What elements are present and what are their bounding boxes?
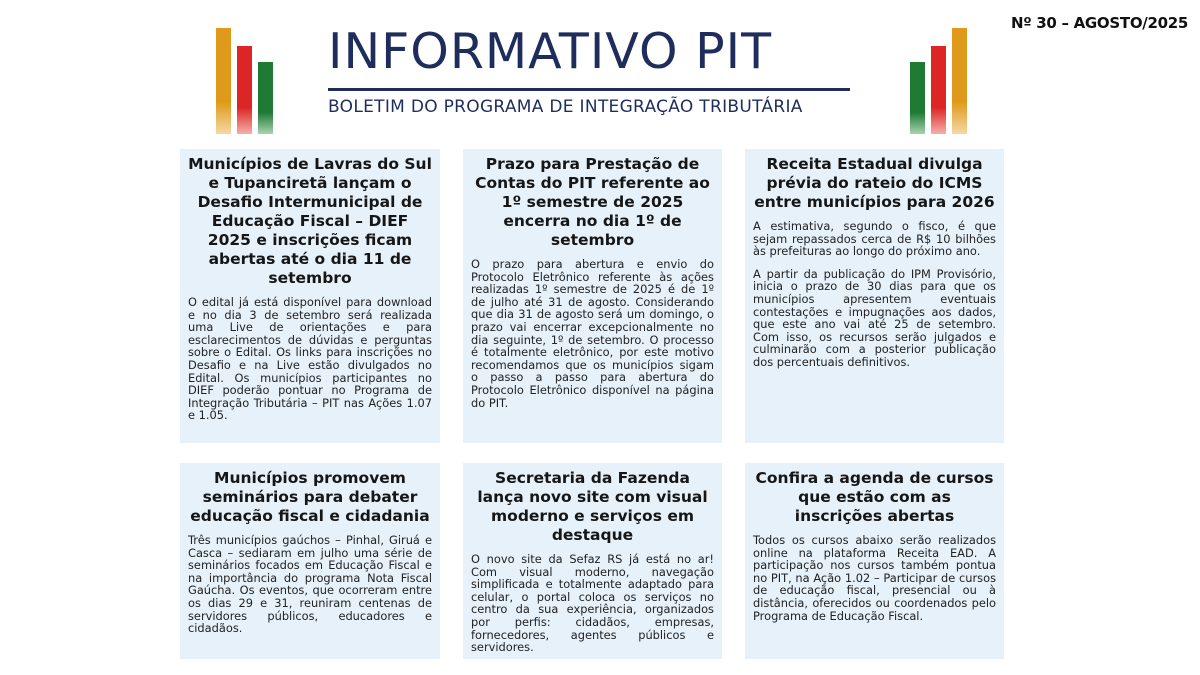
article-card: [180, 149, 440, 443]
article-card: [180, 463, 440, 659]
article-card: [463, 149, 722, 443]
article-title: Municípios de Lavras do Sul e Tupanciretã lançam o Desafio Intermunicipal de Educação Fiscal – DIEF 2025 e inscrições ficam abertas até o dia 11 de setembro: [188, 155, 432, 287]
article-paragraph: A estimativa, segundo o fisco, é que sejam repassados cerca de R$ 10 bilhões às prefeituras ao longo do próximo ano.: [753, 219, 996, 259]
bar-orange: [216, 28, 231, 134]
article-paragraph: O novo site da Sefaz RS já está no ar! Com visual moderno, navegação simplificada e totalmente adaptado para celular, o portal coloca os serviços no centro da sua experiência, organizados por perfis: cidadãos, empresas, fornecedores, agentes públicos e servidores.: [471, 552, 714, 655]
article-paragraph: A partir da publicação do IPM Provisório, inicia o prazo de 30 dias para que os municípios apresentem eventuais contestações e impugnações aos dados, que este ano vai até 25 de setembro. Com isso, os recursos serão julgados e culminarão com a posterior publicação dos percentuais definitivos.: [753, 266, 996, 369]
bar-green: [258, 62, 273, 134]
article-paragraph: O edital já está disponível para download e no dia 3 de setembro será realizada uma Live de orientações e para esclarecimentos de dúvidas e perguntas sobre o Edital. Os links para inscrições no Desafio e na Live estão divulgados no Edital. Os municípios participantes no DIEF poderão pontuar no Programa de Integração Tributária – PIT nas Ações 1.07 e 1.05.: [188, 295, 432, 423]
newsletter-subtitle: BOLETIM DO PROGRAMA DE INTEGRAÇÃO TRIBUTÁRIA: [328, 97, 803, 117]
article-paragraph: Todos os cursos abaixo serão realizados online na plataforma Receita EAD. A participação nos cursos também pontua no PIT, na Ação 1.02 – Participar de cursos de educação fiscal, presencial ou à distância, oferecidos ou coordenados pelo Programa de Educação Fiscal.: [753, 533, 996, 623]
article-title: Receita Estadual divulga prévia do rateio do ICMS entre municípios para 2026: [754, 155, 995, 211]
issue-number: Nº 30 – AGOSTO/2025: [1010, 14, 1188, 32]
bar-red: [931, 46, 946, 134]
article-card: [745, 149, 1004, 443]
article-title: Secretaria da Fazenda lança novo site com visual moderno e serviços em destaque: [477, 469, 708, 544]
article-title: Confira a agenda de cursos que estão com as inscrições abertas: [755, 469, 994, 525]
masthead: [328, 22, 854, 117]
article-title: Municípios promovem seminários para debater educação fiscal e cidadania: [190, 469, 430, 525]
article-paragraph: O prazo para abertura e envio do Protocolo Eletrônico referente às ações realizadas 1º semestre de 2025 é de 1º de julho até 31 de agosto. Considerando que dia 31 de agosto será um domingo, o prazo vai encerrar excepcionalmente no dia seguinte, 1º de setembro. O processo é totalmente eletrônico, por este motivo recomendamos que os municípios sigam o passo a passo para abertura do Protocolo Eletrônico disponível na página do PIT.: [471, 257, 714, 410]
bar-orange: [952, 28, 967, 134]
bar-green: [910, 62, 925, 134]
article-card: [745, 463, 1004, 659]
title-rule: [328, 88, 850, 91]
bar-graphic-right: [910, 28, 967, 134]
article-card: [463, 463, 722, 659]
bar-red: [237, 46, 252, 134]
newsletter-title: INFORMATIVO PIT: [328, 23, 773, 80]
article-paragraph: Três municípios gaúchos – Pinhal, Giruá e Casca – sediaram em julho uma série de seminários focados em Educação Fiscal e na importância do programa Nota Fiscal Gaúcha. Os eventos, que ocorreram entre os dias 29 e 31, reuniram centenas de servidores públicos, educadores e cidadãos.: [188, 533, 432, 636]
article-title: Prazo para Prestação de Contas do PIT referente ao 1º semestre de 2025 encerra no dia 1º de setembro: [475, 155, 710, 249]
bar-graphic-left: [216, 28, 273, 134]
